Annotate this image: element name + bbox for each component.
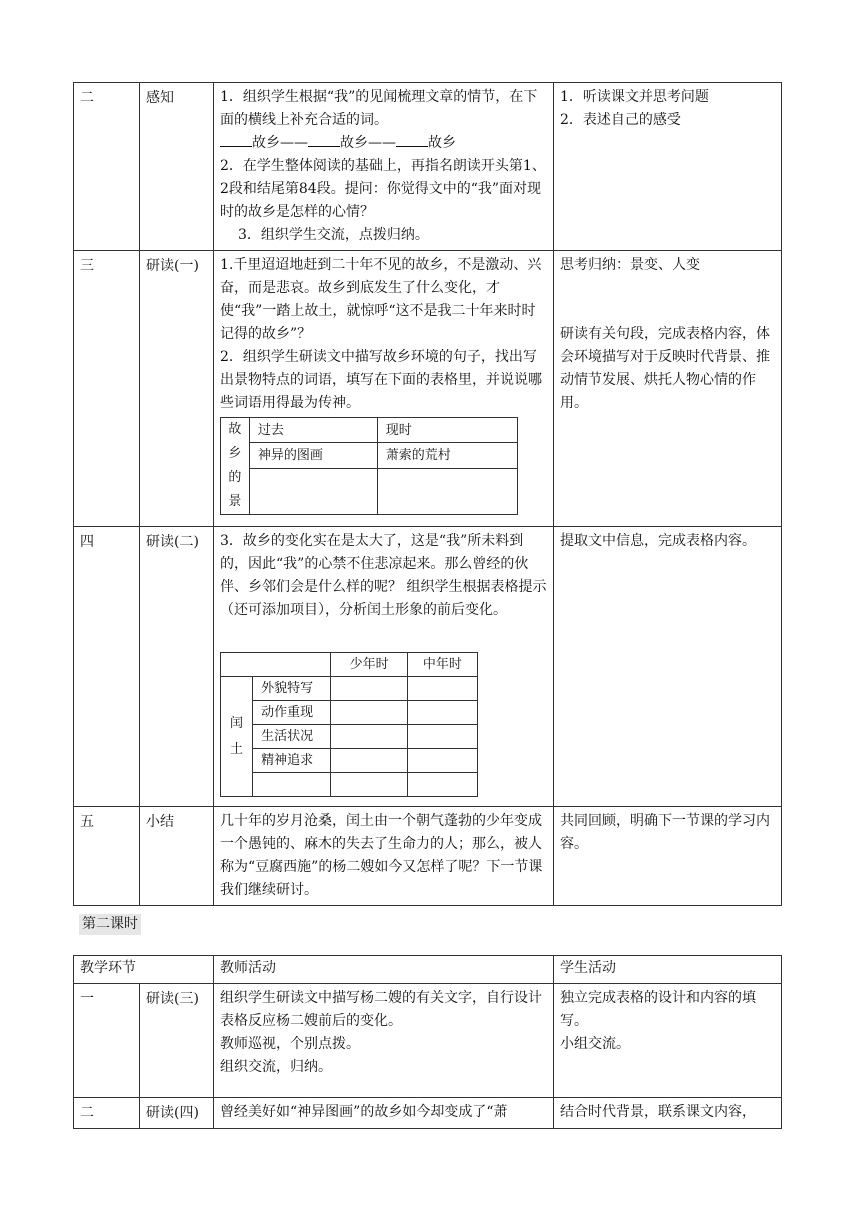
- student-paragraph: 2．表述自己的感受: [560, 112, 681, 128]
- row-stage: 感知: [140, 83, 214, 251]
- row-stage: 小结: [140, 807, 214, 906]
- student-paragraph: 提取文中信息，完成表格内容。: [560, 533, 756, 549]
- blank-word: 故乡: [428, 135, 456, 151]
- table-row: [74, 1098, 782, 1129]
- runtu-item: 动作重现: [253, 701, 331, 725]
- runtu-item: [253, 773, 331, 797]
- row-number: 一: [74, 984, 140, 1098]
- scene-cell-empty: [249, 468, 377, 514]
- student-paragraph: 结合时代背景，联系课文内容，: [560, 1104, 756, 1120]
- runtu-cell: [407, 677, 477, 701]
- teacher-paragraph: 曾经美好如“神异图画”的故乡如今却变成了“萧: [220, 1104, 508, 1120]
- teacher-paragraph: 组织交流，归纳。: [220, 1059, 332, 1075]
- row-number: 五: [74, 807, 140, 906]
- header-stage: 教学环节: [74, 956, 214, 984]
- teacher-activity: [214, 984, 554, 1098]
- row-number: 三: [74, 251, 140, 527]
- row-number: 二: [74, 83, 140, 251]
- blank-line: [396, 132, 428, 147]
- runtu-header-young: 少年时: [331, 653, 407, 677]
- blank-word: 故乡: [340, 135, 368, 151]
- runtu-side-label: [221, 677, 253, 797]
- dash: ——: [280, 135, 308, 151]
- runtu-cell: [331, 677, 407, 701]
- teacher-activity: [214, 251, 554, 527]
- scene-header-past: 过去: [249, 418, 377, 443]
- section-label: 第二课时: [79, 914, 141, 935]
- header-student: 学生活动: [554, 956, 782, 984]
- teacher-paragraph: 组织学生研读文中描写杨二嫂的有关文字，自行设计表格反应杨二嫂前后的变化。: [220, 990, 542, 1029]
- student-paragraph: 1．听读课文并思考问题: [560, 89, 709, 105]
- student-activity: [554, 251, 782, 527]
- scene-header-now: 现时: [377, 418, 517, 443]
- side-char: 闰: [230, 715, 244, 731]
- teacher-paragraph: 教师巡视，个别点拨。: [220, 1036, 360, 1052]
- row-number: 四: [74, 527, 140, 807]
- header-teacher: 教师活动: [214, 956, 554, 984]
- row-stage: 研读(三): [140, 984, 214, 1098]
- blank-line: [308, 132, 340, 147]
- table-row: [74, 527, 782, 807]
- student-paragraph: 独立完成表格的设计和内容的填写。: [560, 990, 756, 1029]
- runtu-cell: [331, 701, 407, 725]
- student-activity: [554, 83, 782, 251]
- dash: ——: [368, 135, 396, 151]
- table-row: [74, 984, 782, 1098]
- row-stage: 研读(一): [140, 251, 214, 527]
- scene-side-label: [221, 418, 250, 515]
- teacher-paragraph: 2．组织学生研读文中描写故乡环境的句子，找出写出景物特点的词语，填写在下面的表格里，并说说哪些词语用得最为传神。: [220, 349, 542, 411]
- runtu-table: [220, 652, 478, 797]
- table-row: [74, 807, 782, 906]
- plot-fill-blanks: [220, 132, 547, 155]
- side-char: 故: [228, 422, 242, 437]
- teacher-activity: [214, 83, 554, 251]
- teacher-activity: [214, 527, 554, 807]
- scene-table: [220, 417, 518, 515]
- runtu-cell: [331, 749, 407, 773]
- runtu-cell: [407, 701, 477, 725]
- runtu-cell: [407, 725, 477, 749]
- runtu-item: 精神追求: [253, 749, 331, 773]
- runtu-cell: [407, 773, 477, 797]
- scene-cell: 神异的图画: [249, 443, 377, 468]
- side-char: 的: [228, 470, 242, 485]
- student-activity: [554, 527, 782, 807]
- teacher-paragraph: 3．组织学生交流，点拨归纳。: [238, 227, 429, 243]
- side-char: 土: [230, 741, 244, 757]
- student-activity: [554, 1098, 782, 1129]
- runtu-corner: [221, 653, 331, 677]
- row-stage: 研读(四): [140, 1098, 214, 1129]
- blank-word: 故乡: [252, 135, 280, 151]
- student-paragraph: 思考归纳：景变、人变: [560, 257, 700, 273]
- teacher-activity: [214, 1098, 554, 1129]
- blank-line: [220, 132, 252, 147]
- runtu-item: 外貌特写: [253, 677, 331, 701]
- student-activity: [554, 807, 782, 906]
- teacher-paragraph: 几十年的岁月沧桑，闰土由一个朝气蓬勃的少年变成一个愚钝的、麻木的失去了生命力的人；那么，被人称为“豆腐西施”的杨二嫂如今又怎样了呢？下一节课我们继续研讨。: [220, 813, 543, 898]
- teacher-paragraph: 2．在学生整体阅读的基础上，再指名朗读开头第1、2段和结尾第84段。提问：你觉得文中的“我”面对现时的故乡是怎样的心情？: [220, 158, 546, 220]
- student-paragraph: 小组交流。: [560, 1036, 630, 1052]
- teacher-activity: [214, 807, 554, 906]
- row-number: 二: [74, 1098, 140, 1129]
- table-row: [74, 83, 782, 251]
- student-paragraph: 研读有关句段，完成表格内容，体会环境描写对于反映时代背景、推动情节发展、烘托人物心情的作用。: [560, 326, 770, 411]
- side-char: 景: [228, 494, 242, 509]
- lesson-plan-table-1: [73, 82, 782, 906]
- teacher-paragraph: 1．组织学生根据“我”的见闻梳理文章的情节，在下面的横线上补充合适的词。: [220, 89, 538, 128]
- teacher-paragraph: 1.千里迢迢地赶到二十年不见的故乡，不是激动、兴奋，而是悲哀。故乡到底发生了什么变化，才使“我”一踏上故土，就惊呼“这不是我二十年来时时记得的故乡”？: [220, 257, 542, 342]
- table-row: [74, 251, 782, 527]
- student-paragraph: 共同回顾，明确下一节课的学习内容。: [560, 813, 770, 852]
- scene-cell: 萧索的荒村: [377, 443, 517, 468]
- scene-cell-empty: [377, 468, 517, 514]
- runtu-header-adult: 中年时: [407, 653, 477, 677]
- runtu-cell: [331, 773, 407, 797]
- teacher-paragraph: 3．故乡的变化实在是太大了，这是“我”所未料到的，因此“我”的心禁不住悲凉起来。那么曾经的伙伴、乡邻们会是什么样的呢？ 组织学生根据表格提示（还可添加项目），分析闰土形象的前后变化。: [220, 533, 547, 618]
- lesson-plan-table-2: [73, 955, 782, 1129]
- side-char: 乡: [228, 446, 242, 461]
- runtu-cell: [407, 749, 477, 773]
- runtu-cell: [331, 725, 407, 749]
- table-header-row: [74, 956, 782, 984]
- student-activity: [554, 984, 782, 1098]
- runtu-item: 生活状况: [253, 725, 331, 749]
- row-stage: 研读(二): [140, 527, 214, 807]
